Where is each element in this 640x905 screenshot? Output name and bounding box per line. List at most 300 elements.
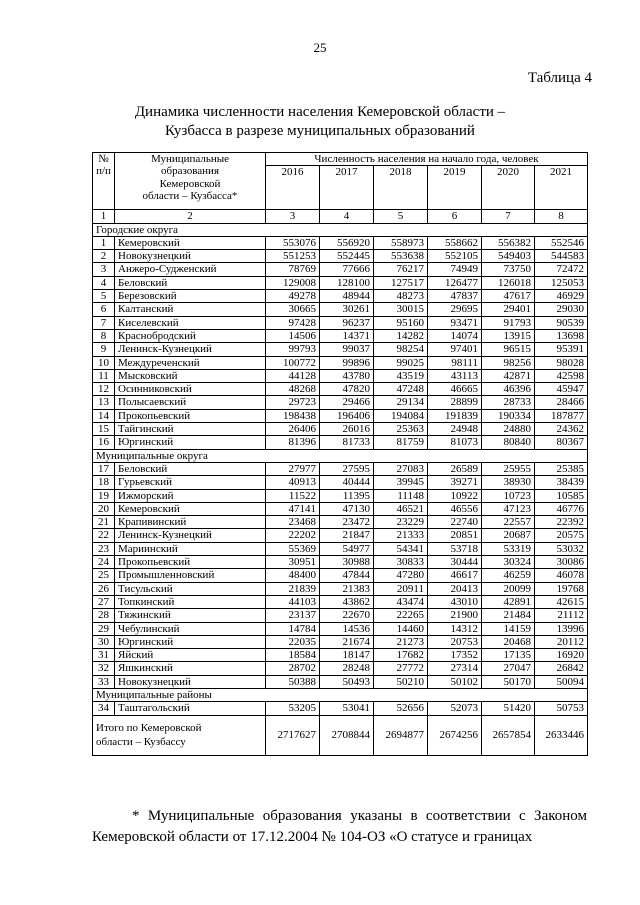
table-row — [93, 423, 588, 436]
population-value: 21273 — [374, 635, 428, 648]
population-value: 50102 — [428, 675, 482, 688]
population-value: 29723 — [266, 396, 320, 409]
population-value: 544583 — [535, 250, 588, 263]
population-value: 98111 — [428, 356, 482, 369]
population-value: 14312 — [428, 622, 482, 635]
population-value: 78769 — [266, 263, 320, 276]
population-value: 81759 — [374, 436, 428, 449]
population-value: 22265 — [374, 609, 428, 622]
row-number: 33 — [93, 675, 115, 688]
population-value: 14460 — [374, 622, 428, 635]
population-value: 21383 — [320, 582, 374, 595]
row-number: 5 — [93, 290, 115, 303]
total-value: 2633446 — [535, 715, 588, 755]
population-value: 47617 — [482, 290, 535, 303]
population-value: 553076 — [266, 236, 320, 249]
row-number: 7 — [93, 316, 115, 329]
population-value: 27083 — [374, 462, 428, 475]
table-row — [93, 569, 588, 582]
population-value: 46665 — [428, 383, 482, 396]
population-value: 21484 — [482, 609, 535, 622]
population-value: 98028 — [535, 356, 588, 369]
table-row — [93, 383, 588, 396]
population-value: 47123 — [482, 502, 535, 515]
municipality-name: Чебулинский — [115, 622, 266, 635]
municipality-name: Юргинский — [115, 436, 266, 449]
population-value: 14282 — [374, 329, 428, 342]
population-value: 47280 — [374, 569, 428, 582]
population-value: 558662 — [428, 236, 482, 249]
row-number: 32 — [93, 662, 115, 675]
title-line-2: Кузбасса в разрезе муниципальных образований — [165, 123, 475, 139]
population-value: 48268 — [266, 383, 320, 396]
municipality-name: Калтанский — [115, 303, 266, 316]
population-value: 126477 — [428, 276, 482, 289]
row-number: 28 — [93, 609, 115, 622]
population-value: 99037 — [320, 343, 374, 356]
total-value: 2674256 — [428, 715, 482, 755]
population-value: 99025 — [374, 356, 428, 369]
population-value: 22035 — [266, 635, 320, 648]
title-line-1: Динамика численности населения Кемеровской области – — [134, 104, 506, 120]
row-number: 21 — [93, 516, 115, 529]
population-value: 27772 — [374, 662, 428, 675]
row-number: 13 — [93, 396, 115, 409]
column-index: 2 — [115, 210, 266, 223]
table-row — [93, 250, 588, 263]
population-value: 28733 — [482, 396, 535, 409]
population-value: 99896 — [320, 356, 374, 369]
population-value: 20112 — [535, 635, 588, 648]
population-value: 17352 — [428, 649, 482, 662]
population-value: 14506 — [266, 329, 320, 342]
population-value: 49278 — [266, 290, 320, 303]
population-value: 98256 — [482, 356, 535, 369]
population-value: 47141 — [266, 502, 320, 515]
row-number: 1 — [93, 236, 115, 249]
row-number: 23 — [93, 542, 115, 555]
population-value: 52073 — [428, 702, 482, 715]
population-value: 73750 — [482, 263, 535, 276]
row-number: 16 — [93, 436, 115, 449]
municipality-name: Яшкинский — [115, 662, 266, 675]
municipality-name: Новокузнецкий — [115, 675, 266, 688]
population-value: 46259 — [482, 569, 535, 582]
municipality-name: Тяжинский — [115, 609, 266, 622]
population-value: 72472 — [535, 263, 588, 276]
population-value: 10922 — [428, 489, 482, 502]
table-row — [93, 436, 588, 449]
header-name-line3: Кемеровской — [159, 177, 221, 190]
header-row-1 — [93, 153, 588, 166]
table-row — [93, 582, 588, 595]
municipality-name: Тисульский — [115, 582, 266, 595]
total-row — [93, 715, 588, 755]
population-value: 22392 — [535, 516, 588, 529]
population-value: 48400 — [266, 569, 320, 582]
population-value: 81073 — [428, 436, 482, 449]
population-value: 558973 — [374, 236, 428, 249]
section-title-district: Муниципальные районы — [93, 688, 588, 701]
header-num-line1: № — [98, 153, 109, 165]
header-name-line1: Муниципальные — [150, 153, 230, 165]
population-value: 42598 — [535, 369, 588, 382]
population-value: 556920 — [320, 236, 374, 249]
population-value: 80840 — [482, 436, 535, 449]
population-value: 187877 — [535, 409, 588, 422]
population-value: 22202 — [266, 529, 320, 542]
population-value: 47248 — [374, 383, 428, 396]
municipality-name: Крапивинский — [115, 516, 266, 529]
row-number: 4 — [93, 276, 115, 289]
population-value: 10585 — [535, 489, 588, 502]
population-value: 27977 — [266, 462, 320, 475]
table-row — [93, 516, 588, 529]
table-row — [93, 316, 588, 329]
municipality-name: Киселевский — [115, 316, 266, 329]
population-value: 24948 — [428, 423, 482, 436]
population-value: 20099 — [482, 582, 535, 595]
row-number: 31 — [93, 649, 115, 662]
header-name-line2: образования — [160, 165, 220, 178]
population-value: 21900 — [428, 609, 482, 622]
row-number: 10 — [93, 356, 115, 369]
population-value: 26842 — [535, 662, 588, 675]
population-value: 22740 — [428, 516, 482, 529]
population-value: 47130 — [320, 502, 374, 515]
footnote: * Муниципальные образования указаны в соответствии с Законом Кемеровской области от 17.12.2004 № 104-ОЗ «О статусе и границах — [92, 808, 587, 845]
municipality-name: Таштагольский — [115, 702, 266, 715]
population-value: 30324 — [482, 556, 535, 569]
row-number: 14 — [93, 409, 115, 422]
population-value: 43519 — [374, 369, 428, 382]
population-value: 25385 — [535, 462, 588, 475]
row-number: 9 — [93, 343, 115, 356]
population-value: 40444 — [320, 476, 374, 489]
population-value: 50210 — [374, 675, 428, 688]
population-value: 39945 — [374, 476, 428, 489]
table-label: Таблица 4 — [527, 70, 592, 86]
population-value: 556382 — [482, 236, 535, 249]
population-value: 53718 — [428, 542, 482, 555]
table-row — [93, 662, 588, 675]
population-value: 24362 — [535, 423, 588, 436]
population-value: 38439 — [535, 476, 588, 489]
population-value: 11395 — [320, 489, 374, 502]
population-value: 29134 — [374, 396, 428, 409]
municipality-name: Новокузнецкий — [115, 250, 266, 263]
header-year: 2016 — [266, 166, 320, 210]
population-value: 26589 — [428, 462, 482, 475]
population-value: 44103 — [266, 595, 320, 608]
population-value: 553638 — [374, 250, 428, 263]
population-value: 74949 — [428, 263, 482, 276]
population-value: 196406 — [320, 409, 374, 422]
population-value: 46929 — [535, 290, 588, 303]
municipality-name: Тайгинский — [115, 423, 266, 436]
column-index: 8 — [535, 210, 588, 223]
row-number: 24 — [93, 556, 115, 569]
population-value: 98254 — [374, 343, 428, 356]
population-value: 99793 — [266, 343, 320, 356]
total-value: 2657854 — [482, 715, 535, 755]
population-value: 14159 — [482, 622, 535, 635]
section-row-district — [93, 688, 588, 701]
population-value: 38930 — [482, 476, 535, 489]
municipality-name: Юргинский — [115, 635, 266, 648]
total-value: 2694877 — [374, 715, 428, 755]
population-value: 43113 — [428, 369, 482, 382]
table-row — [93, 263, 588, 276]
table-row — [93, 276, 588, 289]
population-value: 95160 — [374, 316, 428, 329]
table-row — [93, 303, 588, 316]
section-row-city — [93, 223, 588, 236]
header-municipality — [115, 153, 266, 210]
municipality-name: Кемеровский — [115, 236, 266, 249]
population-value: 198438 — [266, 409, 320, 422]
population-value: 13996 — [535, 622, 588, 635]
table-row — [93, 236, 588, 249]
population-value: 30086 — [535, 556, 588, 569]
population-value: 93471 — [428, 316, 482, 329]
population-value: 43474 — [374, 595, 428, 608]
population-value: 40913 — [266, 476, 320, 489]
municipality-name: Ленинск-Кузнецкий — [115, 343, 266, 356]
population-value: 30988 — [320, 556, 374, 569]
population-value: 22670 — [320, 609, 374, 622]
population-value: 14371 — [320, 329, 374, 342]
population-value: 26016 — [320, 423, 374, 436]
population-value: 21112 — [535, 609, 588, 622]
population-value: 90539 — [535, 316, 588, 329]
population-value: 30261 — [320, 303, 374, 316]
population-value: 127517 — [374, 276, 428, 289]
table-row — [93, 542, 588, 555]
population-value: 50493 — [320, 675, 374, 688]
table-row — [93, 290, 588, 303]
table-title — [0, 103, 640, 141]
municipality-name: Междуреченский — [115, 356, 266, 369]
population-value: 10723 — [482, 489, 535, 502]
row-number: 12 — [93, 383, 115, 396]
population-value: 14536 — [320, 622, 374, 635]
population-value: 191839 — [428, 409, 482, 422]
section-row-municipal — [93, 449, 588, 462]
table-row — [93, 476, 588, 489]
population-value: 47837 — [428, 290, 482, 303]
header-name-line4: области – Кузбасса* — [142, 189, 238, 202]
population-value: 43862 — [320, 595, 374, 608]
table-row — [93, 369, 588, 382]
population-value: 55369 — [266, 542, 320, 555]
population-value: 53041 — [320, 702, 374, 715]
row-number: 22 — [93, 529, 115, 542]
population-value: 28702 — [266, 662, 320, 675]
table-row — [93, 343, 588, 356]
population-value: 95391 — [535, 343, 588, 356]
population-value: 126018 — [482, 276, 535, 289]
municipality-name: Беловский — [115, 276, 266, 289]
population-value: 27595 — [320, 462, 374, 475]
population-value: 128100 — [320, 276, 374, 289]
population-value: 44128 — [266, 369, 320, 382]
population-value: 20911 — [374, 582, 428, 595]
column-index: 3 — [266, 210, 320, 223]
municipality-name: Краснобродский — [115, 329, 266, 342]
row-number: 29 — [93, 622, 115, 635]
column-index: 5 — [374, 210, 428, 223]
population-value: 27047 — [482, 662, 535, 675]
population-value: 23472 — [320, 516, 374, 529]
row-number: 30 — [93, 635, 115, 648]
population-value: 19768 — [535, 582, 588, 595]
row-number: 25 — [93, 569, 115, 582]
population-value: 11522 — [266, 489, 320, 502]
population-value: 53205 — [266, 702, 320, 715]
population-value: 46078 — [535, 569, 588, 582]
population-value: 21674 — [320, 635, 374, 648]
population-value: 29695 — [428, 303, 482, 316]
population-value: 28899 — [428, 396, 482, 409]
header-population: Численность населения на начало года, человек — [266, 153, 588, 166]
table-row — [93, 675, 588, 688]
population-value: 42871 — [482, 369, 535, 382]
population-value: 11148 — [374, 489, 428, 502]
population-value: 14784 — [266, 622, 320, 635]
population-value: 20575 — [535, 529, 588, 542]
population-value: 81396 — [266, 436, 320, 449]
population-value: 77666 — [320, 263, 374, 276]
population-value: 50094 — [535, 675, 588, 688]
table-row — [93, 556, 588, 569]
population-value: 30015 — [374, 303, 428, 316]
population-value: 129008 — [266, 276, 320, 289]
table-row — [93, 649, 588, 662]
population-value: 46776 — [535, 502, 588, 515]
population-value: 20687 — [482, 529, 535, 542]
population-value: 23137 — [266, 609, 320, 622]
population-value: 21839 — [266, 582, 320, 595]
municipality-name: Беловский — [115, 462, 266, 475]
table-row — [93, 529, 588, 542]
row-number: 15 — [93, 423, 115, 436]
population-value: 30951 — [266, 556, 320, 569]
population-value: 30665 — [266, 303, 320, 316]
municipality-name: Осинниковский — [115, 383, 266, 396]
population-value: 46396 — [482, 383, 535, 396]
population-value: 97428 — [266, 316, 320, 329]
population-value: 96237 — [320, 316, 374, 329]
population-value: 54977 — [320, 542, 374, 555]
municipality-name: Ижморский — [115, 489, 266, 502]
population-value: 18147 — [320, 649, 374, 662]
municipality-name: Мысковский — [115, 369, 266, 382]
table-row — [93, 489, 588, 502]
total-value: 2708844 — [320, 715, 374, 755]
header-num — [93, 153, 115, 210]
table-row — [93, 409, 588, 422]
municipality-name: Полысаевский — [115, 396, 266, 409]
population-value: 100772 — [266, 356, 320, 369]
table-row — [93, 595, 588, 608]
population-value: 54341 — [374, 542, 428, 555]
population-value: 29401 — [482, 303, 535, 316]
municipality-name: Топкинский — [115, 595, 266, 608]
population-value: 551253 — [266, 250, 320, 263]
population-value: 20753 — [428, 635, 482, 648]
population-value: 25363 — [374, 423, 428, 436]
population-value: 53032 — [535, 542, 588, 555]
population-value: 25955 — [482, 462, 535, 475]
total-value: 2717627 — [266, 715, 320, 755]
population-value: 97401 — [428, 343, 482, 356]
section-title-municipal: Муниципальные округа — [93, 449, 588, 462]
column-index: 7 — [482, 210, 535, 223]
municipality-name: Анжеро-Судженский — [115, 263, 266, 276]
population-value: 552105 — [428, 250, 482, 263]
row-number: 18 — [93, 476, 115, 489]
table-row — [93, 462, 588, 475]
population-value: 91793 — [482, 316, 535, 329]
municipality-name: Мариинский — [115, 542, 266, 555]
population-value: 20851 — [428, 529, 482, 542]
page-number: 25 — [313, 40, 327, 55]
population-value: 46521 — [374, 502, 428, 515]
municipality-name: Прокопьевский — [115, 556, 266, 569]
population-value: 13915 — [482, 329, 535, 342]
population-value: 24880 — [482, 423, 535, 436]
population-value: 125053 — [535, 276, 588, 289]
population-value: 20468 — [482, 635, 535, 648]
column-index: 1 — [93, 210, 115, 223]
section-title-city: Городские округа — [93, 223, 588, 236]
population-table — [92, 152, 588, 756]
population-value: 23229 — [374, 516, 428, 529]
table-row — [93, 702, 588, 715]
population-value: 48944 — [320, 290, 374, 303]
population-value: 21847 — [320, 529, 374, 542]
population-value: 17682 — [374, 649, 428, 662]
municipality-name: Кемеровский — [115, 502, 266, 515]
table-row — [93, 329, 588, 342]
table-row — [93, 635, 588, 648]
population-value: 51420 — [482, 702, 535, 715]
table-row — [93, 622, 588, 635]
population-value: 552445 — [320, 250, 374, 263]
population-value: 29030 — [535, 303, 588, 316]
population-value: 14074 — [428, 329, 482, 342]
population-value: 47820 — [320, 383, 374, 396]
population-value: 190334 — [482, 409, 535, 422]
table-row — [93, 396, 588, 409]
row-number: 26 — [93, 582, 115, 595]
population-value: 17135 — [482, 649, 535, 662]
population-value: 30833 — [374, 556, 428, 569]
total-label — [93, 715, 266, 755]
column-index: 6 — [428, 210, 482, 223]
municipality-name: Гурьевский — [115, 476, 266, 489]
population-value: 28248 — [320, 662, 374, 675]
population-value: 13698 — [535, 329, 588, 342]
population-value: 80367 — [535, 436, 588, 449]
population-value: 47844 — [320, 569, 374, 582]
total-label-line1: Итого по Кемеровской — [96, 722, 202, 735]
column-index-row — [93, 210, 588, 223]
table-row — [93, 356, 588, 369]
population-value: 22557 — [482, 516, 535, 529]
row-number: 19 — [93, 489, 115, 502]
